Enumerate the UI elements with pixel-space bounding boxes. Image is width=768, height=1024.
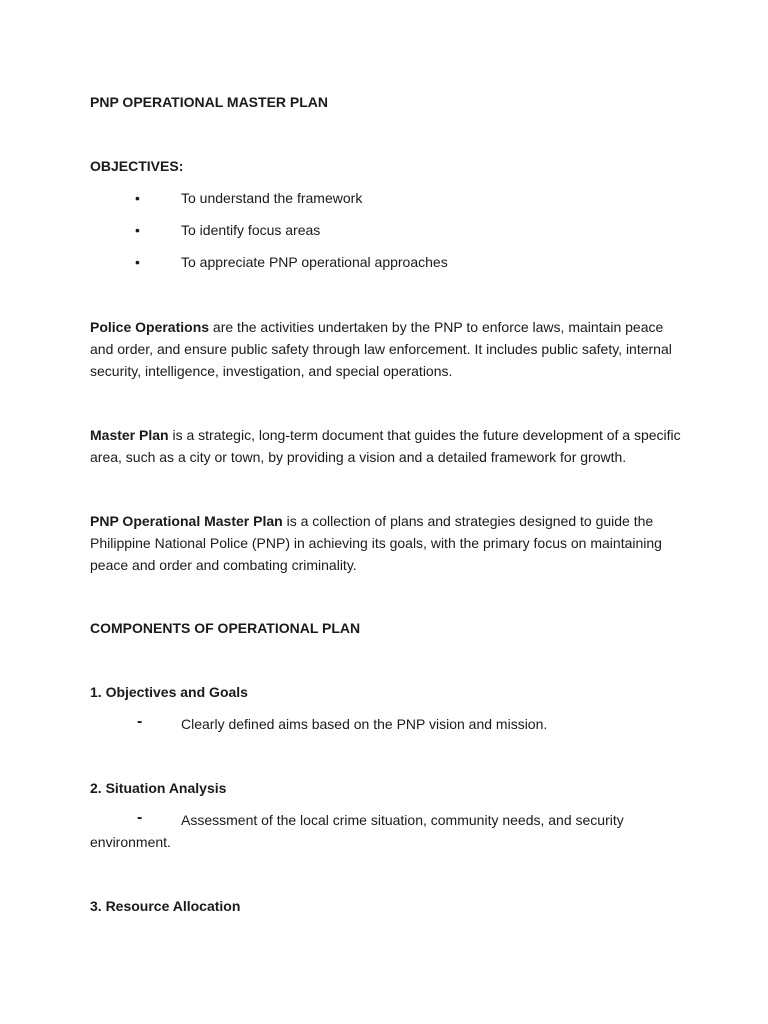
component-item: Clearly defined aims based on the PNP vision and mission.: [181, 716, 548, 732]
component-title: 1. Objectives and Goals: [90, 684, 248, 700]
objective-item: To identify focus areas: [181, 222, 321, 238]
document-title: PNP OPERATIONAL MASTER PLAN: [90, 94, 329, 110]
definition-text: is a collection of plans and strategies designed to guide the Philippine National Police (PNP) in achieving its goals, with the primary focus on maintaining peace and order and combating criminality.: [90, 513, 662, 573]
definition-text: is a strategic, long-term document that guides the future development of a specific area, such as a city or town, by providing a vision and a detailed framework for growth.: [90, 427, 681, 465]
component-title: 3. Resource Allocation: [90, 898, 241, 914]
bullet-icon: •: [135, 254, 140, 270]
definition-term: Master Plan: [90, 427, 169, 443]
definition-police-operations: [90, 316, 690, 382]
definition-pnp-operational-master-plan: [90, 510, 690, 576]
component-item-continued: environment.: [90, 834, 171, 850]
objective-item: To appreciate PNP operational approaches: [181, 254, 448, 270]
components-heading: COMPONENTS OF OPERATIONAL PLAN: [90, 620, 361, 636]
definition-term: Police Operations: [90, 319, 210, 335]
dash-icon: -: [137, 809, 143, 826]
component-title: 2. Situation Analysis: [90, 780, 227, 796]
objectives-heading: OBJECTIVES:: [90, 158, 184, 174]
definition-term: PNP Operational Master Plan: [90, 513, 283, 529]
definition-text: are the activities undertaken by the PNP to enforce laws, maintain peace and order, and ensure public safety through law enforcement. It includes public safety, internal security, intelligence, investigation, and special operations.: [90, 319, 672, 379]
component-item: Assessment of the local crime situation, community needs, and security: [181, 812, 624, 828]
definition-master-plan: [90, 424, 690, 468]
objective-item: To understand the framework: [181, 190, 363, 206]
bullet-icon: •: [135, 222, 140, 238]
dash-icon: -: [137, 713, 143, 730]
bullet-icon: •: [135, 190, 140, 206]
